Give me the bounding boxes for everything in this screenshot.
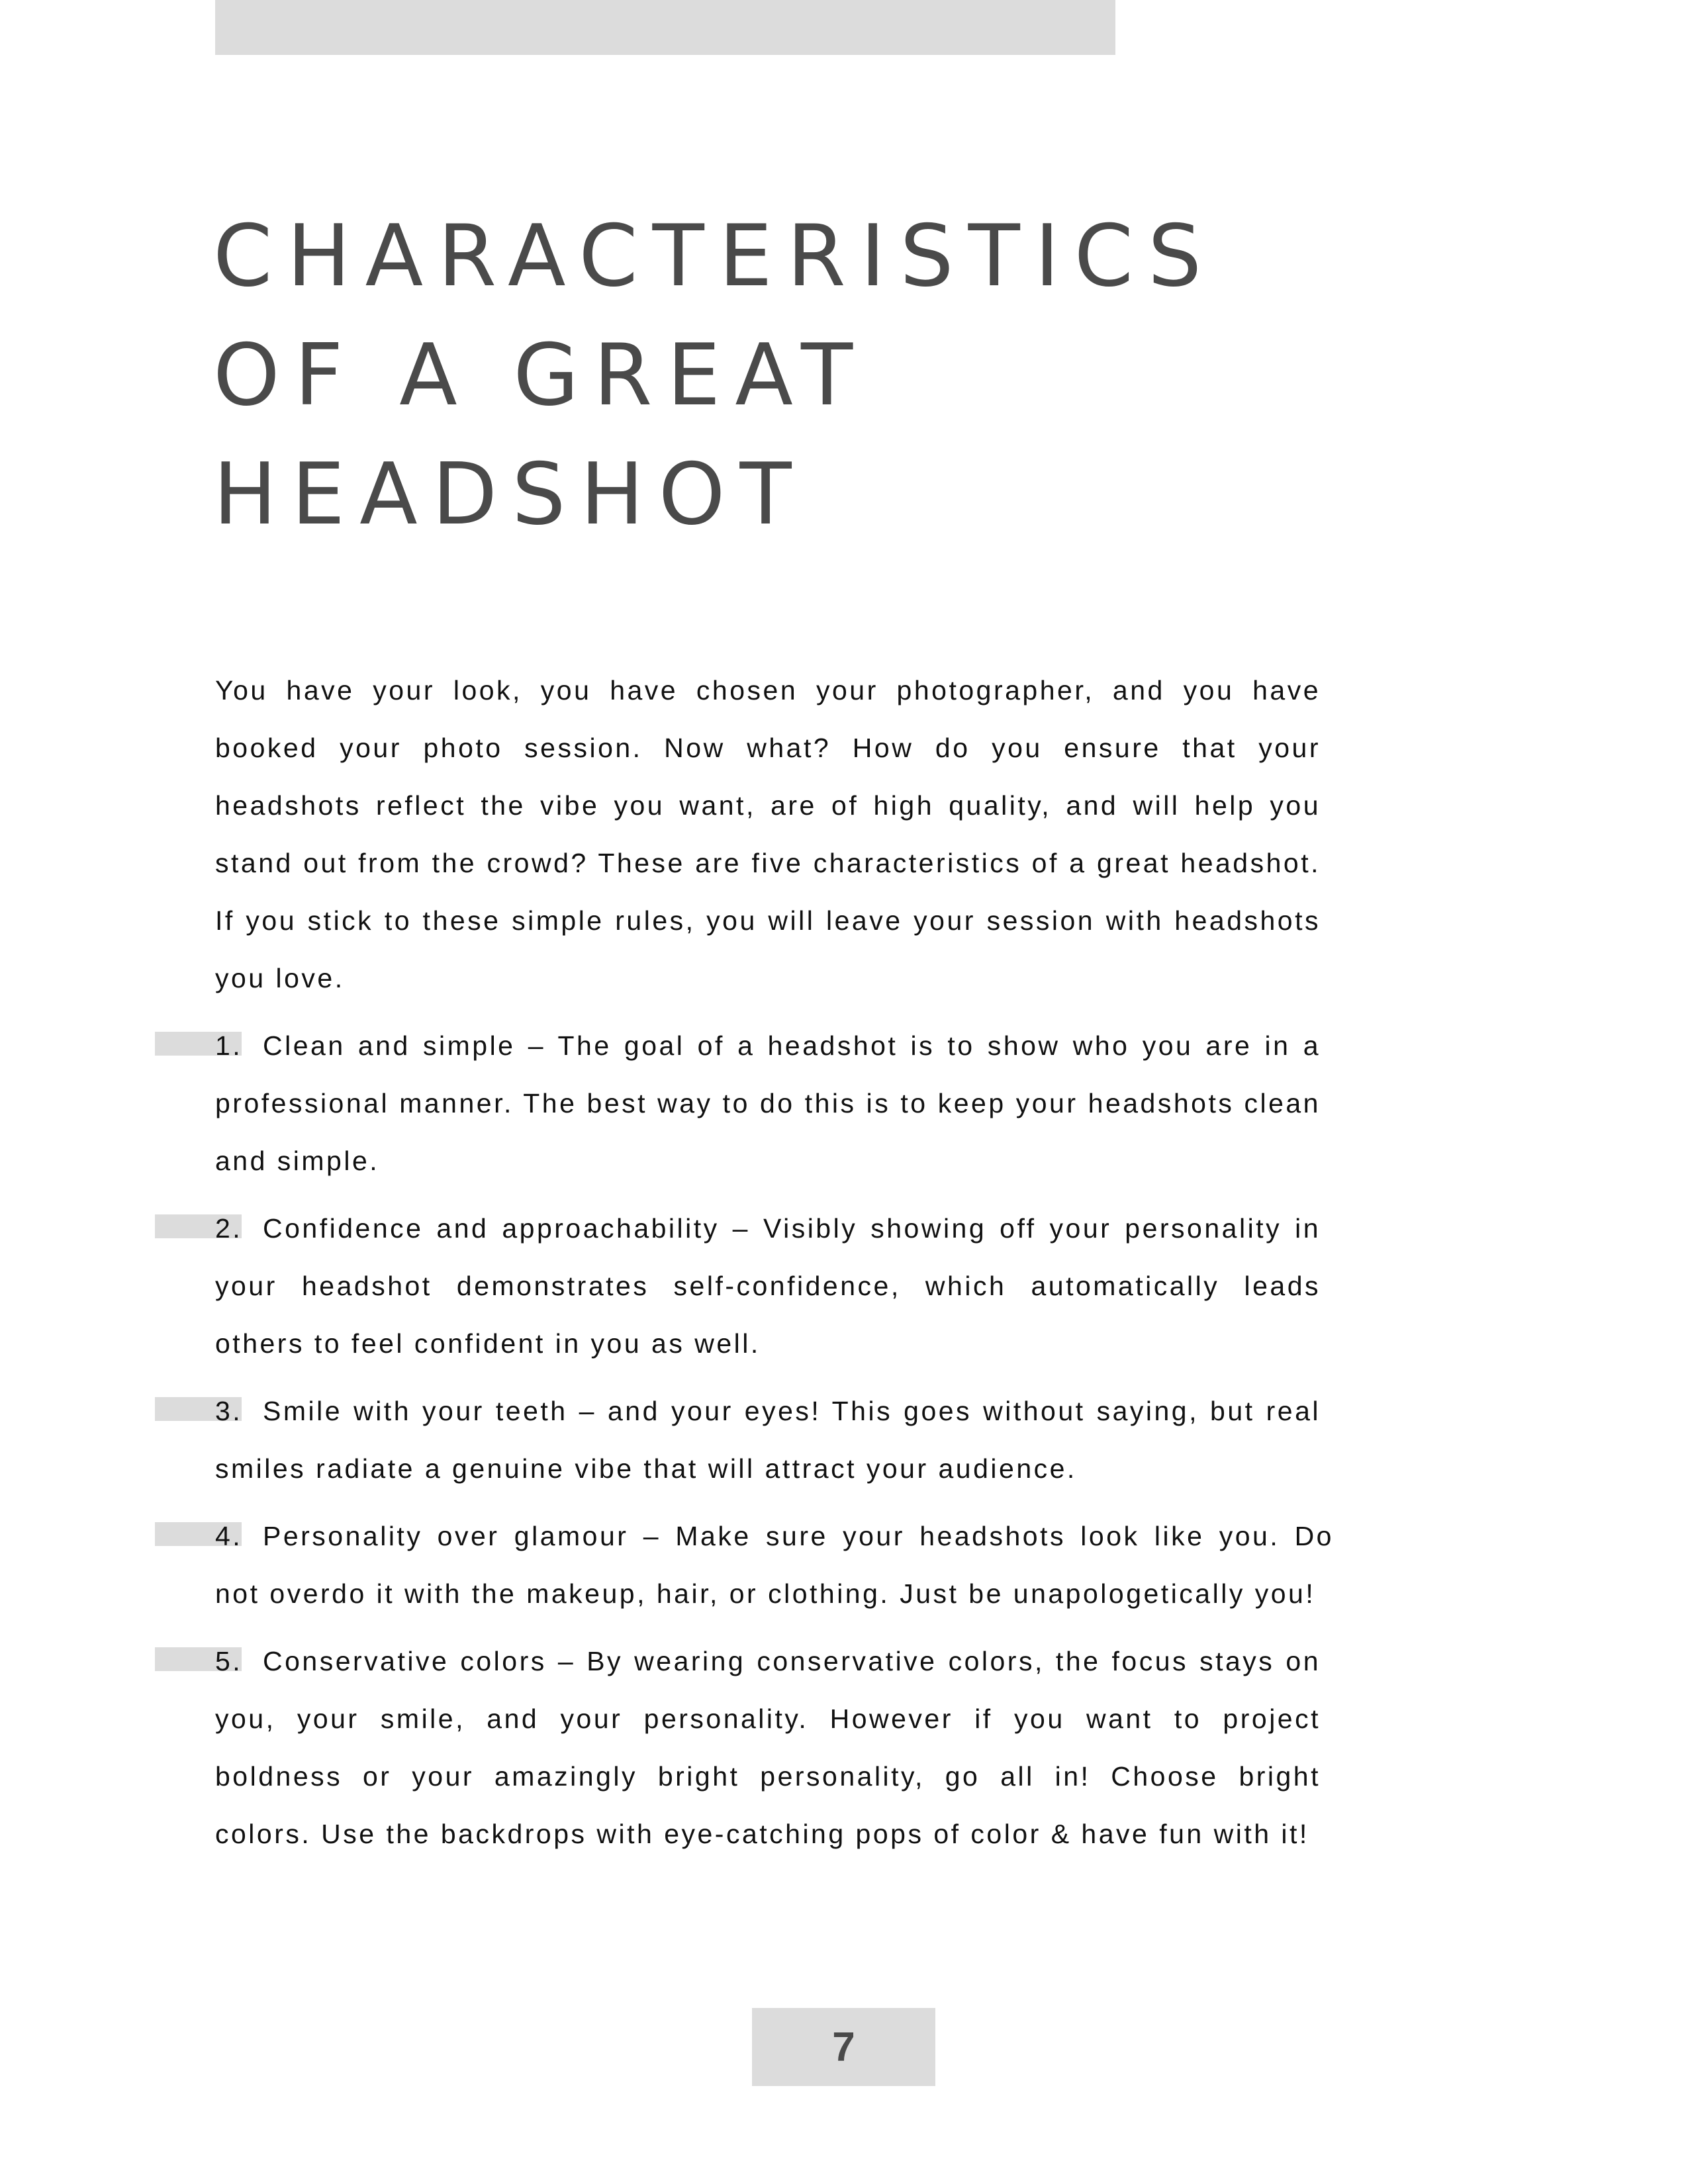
list-number: 1. [215,1030,243,1061]
list-item-text: Smile with your teeth – and your eyes! This goes without saying, but real smiles radiate a genuine vibe that will attract your audience. [215,1396,1321,1484]
page-number: 7 [832,2024,855,2070]
list-item [0,1633,1688,1863]
title-line-1: CHARACTERISTICS [213,207,1217,306]
list-number: 5. [215,1646,243,1676]
characteristics-list [0,1017,1688,1873]
list-item [0,1508,1688,1623]
header-decorative-bar [215,0,1115,55]
intro-paragraph: You have your look, you have chosen your photographer, and you have booked your photo session. Now what? How do you ensure that your headshots reflect the vibe you want, are of high quality, and will help you stand out from the crowd? These are five characteristics of a great headshot. If you stick to these simple rules, you will leave your session with headshots you love. [215,675,1321,993]
page-title [213,197,1217,555]
list-item [0,1200,1688,1373]
title-line-3: HEADSHOT [213,445,806,544]
list-item-text: Personality over glamour – Make sure your headshots look like you. Do not overdo it with the makeup, hair, or clothing. Just be unapologetically you! [215,1521,1334,1609]
title-line-2: OF A GREAT [213,326,868,425]
list-number: 4. [215,1521,243,1551]
list-item [0,1383,1688,1498]
list-number: 2. [215,1213,243,1244]
list-item [0,1017,1688,1190]
list-item-text: Confidence and approachability – Visibly showing off your personality in your headshot demonstrates self-confidence, which automatically leads others to feel confident in you as well. [215,1213,1321,1359]
list-number: 3. [215,1396,243,1426]
list-item-text: Clean and simple – The goal of a headshot is to show who you are in a professional manner. The best way to do this is to keep your headshots clean and simple. [215,1030,1321,1176]
list-item-text: Conservative colors – By wearing conservative colors, the focus stays on you, your smile, and your personality. However if you want to project boldness or your amazingly bright personality, go all in! Choose bright colors. Use the backdrops with eye-catching pops of color & have fun with it! [215,1646,1321,1849]
page-number-box [752,2008,935,2086]
